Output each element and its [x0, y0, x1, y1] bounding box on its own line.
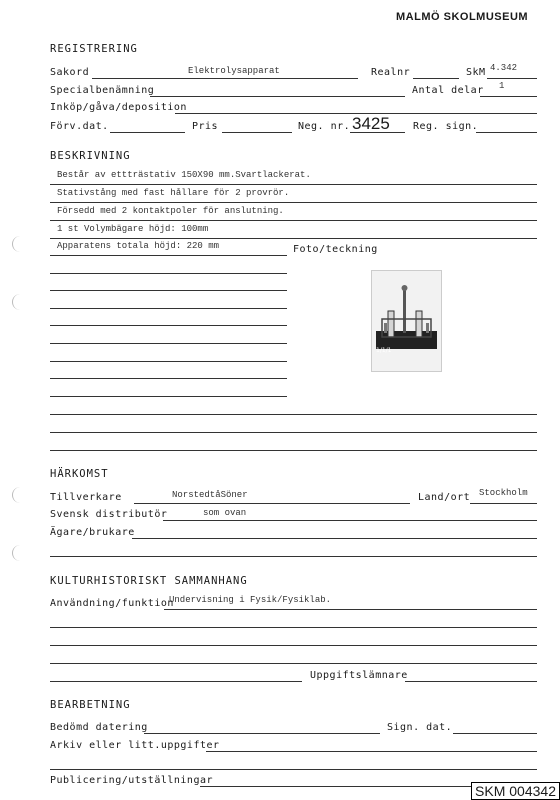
- arkiv-line: [206, 751, 537, 752]
- section-heading-kultur: KULTURHISTORISKT SAMMANHANG: [50, 575, 248, 587]
- land-label: Land/ort: [418, 492, 471, 503]
- realnr-label: Realnr: [371, 67, 411, 78]
- apparatus-image: [372, 271, 441, 371]
- distributor-label: Svensk distributör: [50, 509, 168, 520]
- pris-label: Pris: [192, 121, 219, 132]
- ruled-line: [50, 202, 537, 203]
- ruled-line: [50, 308, 287, 309]
- ruled-line: [50, 396, 287, 397]
- ruled-line: [50, 184, 537, 185]
- anvandning-label: Användning/funktion: [50, 598, 174, 609]
- forv-dat-line: [110, 132, 185, 133]
- tillverkare-value[interactable]: NorstedtåSöner: [172, 490, 248, 500]
- ruled-line: [50, 273, 287, 274]
- sakord-value[interactable]: Elektrolysapparat: [188, 66, 280, 76]
- beskrivning-line-1[interactable]: Består av ettträstativ 150X90 mm.Svartlackerat.: [57, 170, 311, 180]
- tillverkare-label: Tillverkare: [50, 492, 122, 503]
- ruled-line: [50, 645, 537, 646]
- distributor-line: [163, 520, 537, 521]
- ruled-line: [50, 627, 537, 628]
- ruled-line: [50, 432, 537, 433]
- foto-label: Foto/teckning: [293, 244, 378, 255]
- ruled-line: [50, 325, 287, 326]
- punch-hole: [12, 487, 23, 503]
- sakord-line: [92, 78, 358, 79]
- sign-dat-label: Sign. dat.: [387, 722, 453, 733]
- datering-label: Bedömd datering: [50, 722, 148, 733]
- antal-delar-value[interactable]: 1: [499, 81, 505, 91]
- inkop-label: Inköp/gåva/deposition: [50, 102, 187, 113]
- specialbenamning-line: [150, 96, 405, 97]
- ruled-line: [50, 255, 287, 256]
- punch-hole: [12, 294, 23, 310]
- pris-line: [222, 132, 292, 133]
- reg-sign-label: Reg. sign.: [413, 121, 479, 132]
- object-photo: [371, 270, 442, 372]
- beskrivning-line-5[interactable]: Apparatens totala höjd: 220 mm: [57, 241, 220, 251]
- museum-title: MALMÖ SKOLMUSEUM: [396, 11, 529, 23]
- ruled-line: [50, 378, 287, 379]
- beskrivning-line-3[interactable]: Försedd med 2 kontaktpoler för anslutning.: [57, 206, 284, 216]
- ruled-line: [50, 238, 537, 239]
- photo-mark: 1/1/1: [376, 347, 392, 354]
- skm-label: SkM: [466, 67, 486, 78]
- beskrivning-line-2[interactable]: Stativstång med fast hållare för 2 provrör.: [57, 188, 290, 198]
- punch-hole: [12, 545, 23, 561]
- catalog-id-stamp: SKM 004342: [471, 782, 560, 800]
- ruled-line: [50, 556, 537, 557]
- anvandning-line: [164, 609, 537, 610]
- datering-line: [144, 733, 380, 734]
- agare-label: Ägare/brukare: [50, 527, 135, 538]
- sakord-label: Sakord: [50, 67, 90, 78]
- realnr-line: [413, 78, 459, 79]
- skm-line: [487, 78, 537, 79]
- sign-dat-line: [453, 733, 537, 734]
- land-line: [470, 503, 537, 504]
- ruled-line: [50, 290, 287, 291]
- agare-line: [132, 538, 537, 539]
- ruled-line: [50, 361, 287, 362]
- reg-sign-line: [476, 132, 537, 133]
- arkiv-label: Arkiv eller litt.uppgifter: [50, 740, 220, 751]
- section-heading-bearbetning: BEARBETNING: [50, 699, 131, 711]
- neg-nr-value[interactable]: 3425: [352, 114, 390, 133]
- ruled-line: [50, 681, 302, 682]
- skm-value[interactable]: 4.342: [490, 63, 518, 73]
- neg-nr-line: [350, 132, 405, 133]
- anvandning-value[interactable]: Undervisning i Fysik/Fysiklab.: [169, 595, 332, 605]
- uppgift-line: [405, 681, 537, 682]
- ruled-line: [50, 663, 537, 664]
- land-value[interactable]: Stockholm: [479, 488, 528, 498]
- ruled-line: [50, 450, 537, 451]
- section-heading-beskrivning: BESKRIVNING: [50, 150, 131, 162]
- antal-delar-line: [480, 96, 537, 97]
- antal-delar-label: Antal delar: [412, 85, 484, 96]
- tillverkare-line: [134, 503, 410, 504]
- beskrivning-line-4[interactable]: 1 st Volymbägare höjd: 100mm: [57, 224, 209, 234]
- ruled-line: [50, 769, 537, 770]
- forv-dat-label: Förv.dat.: [50, 121, 109, 132]
- punch-hole: [12, 236, 23, 252]
- publicering-label: Publicering/utställningar: [50, 775, 214, 786]
- ruled-line: [50, 343, 287, 344]
- section-heading-registrering: REGISTRERING: [50, 43, 138, 55]
- distributor-value[interactable]: som ovan: [203, 508, 247, 518]
- uppgift-label: Uppgiftslämnare: [310, 670, 408, 681]
- section-heading-harkomst: HÄRKOMST: [50, 468, 109, 480]
- ruled-line: [50, 220, 537, 221]
- ruled-line: [50, 414, 537, 415]
- specialbenamning-label: Specialbenämning: [50, 85, 155, 96]
- neg-nr-label: Neg. nr.: [298, 121, 351, 132]
